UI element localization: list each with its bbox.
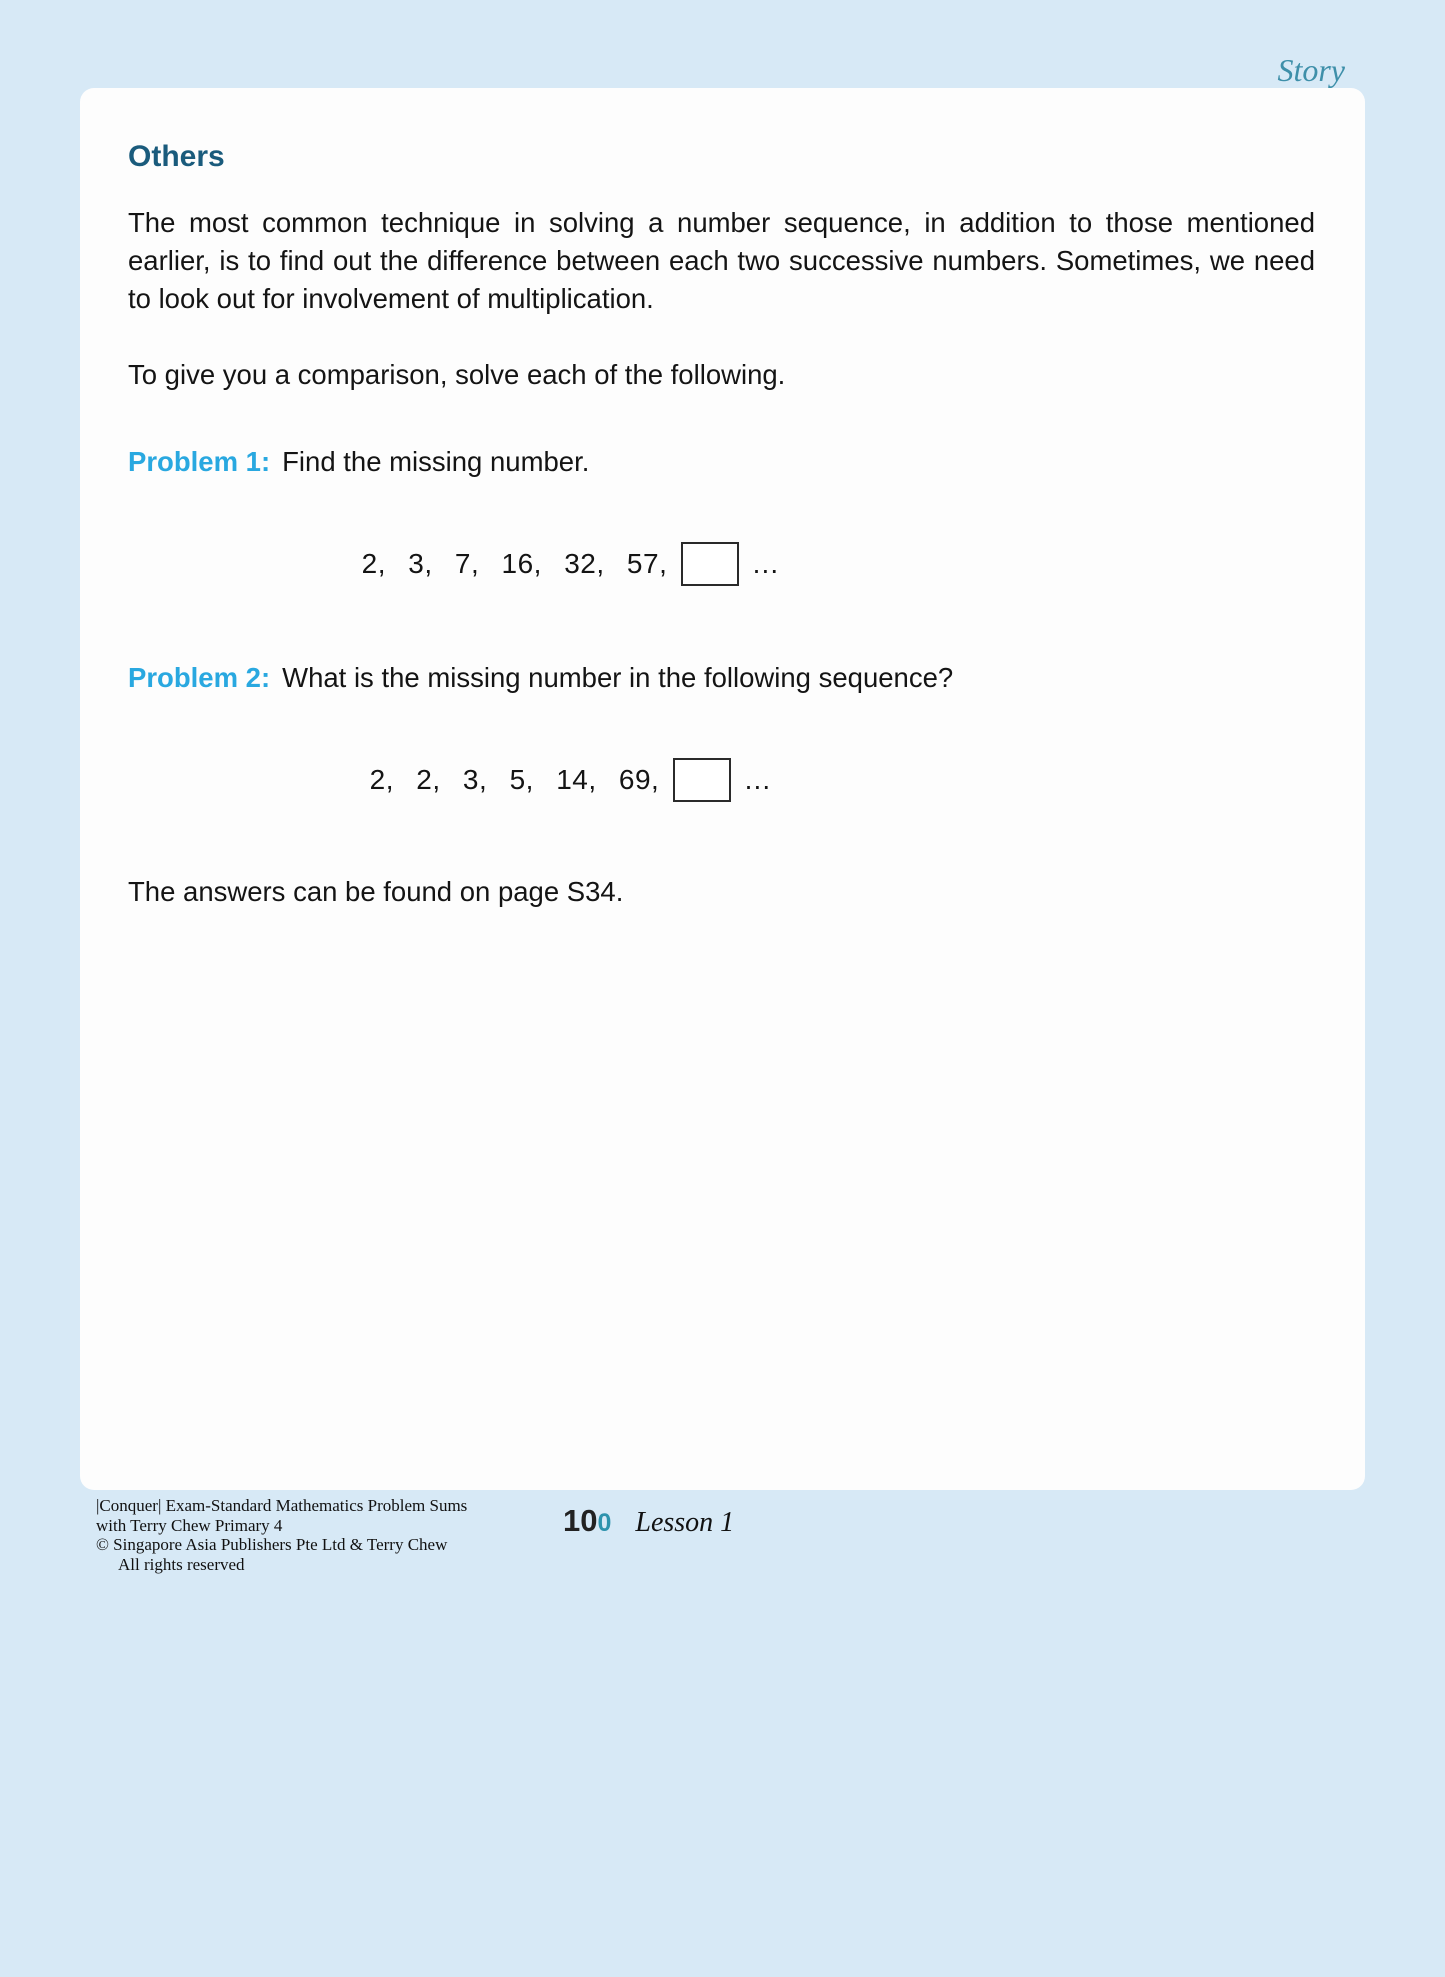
footer-copyright-line-4: All rights reserved [118, 1554, 245, 1574]
sequence-1-numbers: 2, 3, 7, 16, 32, 57, [361, 548, 668, 579]
answer-box-1 [681, 542, 739, 586]
problem-2-label: Problem 2: [128, 662, 271, 693]
footer-copyright-line-2: with Terry Chew Primary 4 [96, 1515, 283, 1535]
problem-1-line [128, 444, 1315, 480]
problem-1-question: Find the missing number. [282, 446, 590, 477]
lesson-label: Lesson 1 [635, 1507, 735, 1538]
page-number [563, 1503, 611, 1539]
problem-2-line [128, 660, 1315, 696]
page-number-accent: 0 [597, 1509, 612, 1537]
sequence-2-numbers: 2, 2, 3, 5, 14, 69, [369, 764, 660, 795]
footer-copyright-line-3: © Singapore Asia Publishers Pte Ltd & Terry Chew [96, 1535, 448, 1554]
content-card [80, 88, 1365, 1490]
sequence-row-2 [0, 758, 1165, 802]
section-title: Others [128, 140, 225, 173]
page-info [563, 1503, 734, 1539]
sequence-row-1 [0, 542, 1165, 586]
sequence-2-ellipsis: … [743, 764, 774, 795]
sequence-1-ellipsis: … [751, 548, 782, 579]
footer-copyright-line-1: |Conquer| Exam-Standard Mathematics Problem Sums [96, 1496, 468, 1515]
footer-copyright [96, 1496, 467, 1574]
intro-paragraph: The most common technique in solving a number sequence, in addition to those mentioned earlier, is to find out the difference between each two successive numbers. Sometimes, we need to look out for involvement of multiplication. [128, 207, 1315, 314]
answers-note: The answers can be found on page S34. [128, 876, 624, 907]
story-header-label: Story [1277, 52, 1345, 88]
problem-2-question: What is the missing number in the following sequence? [282, 662, 954, 693]
answer-box-2 [673, 758, 731, 802]
page-number-main: 10 [563, 1503, 598, 1538]
comparison-instruction: To give you a comparison, solve each of the following. [128, 359, 786, 390]
problem-1-label: Problem 1: [128, 446, 271, 477]
